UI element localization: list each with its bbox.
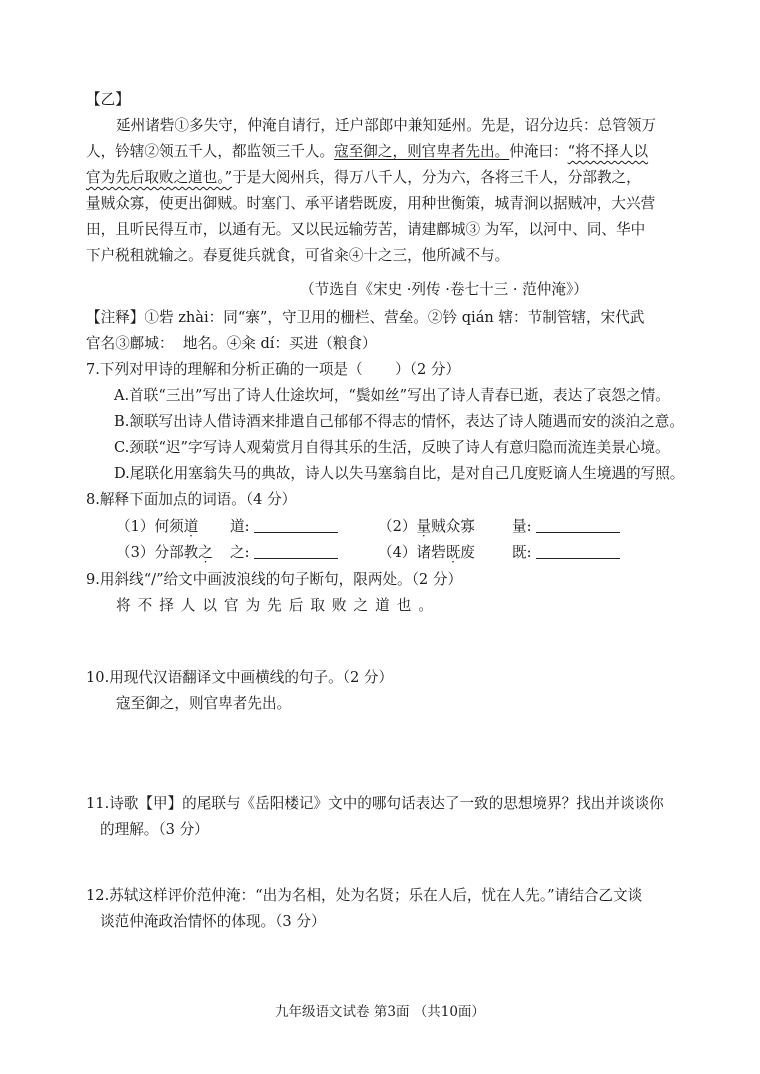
q8-key-3: 之: — [230, 543, 338, 563]
q7-option-a: A.首联“三出”写出了诗人仕途坎坷，“鬓如丝”写出了诗人青春已逝，表达了哀怨之情。 — [114, 387, 670, 404]
q8-stem: 8.解释下面加点的词语。（4 分） — [86, 491, 297, 508]
q10-stem: 10.用现代汉语翻译文中画横线的句子。（2 分） — [86, 669, 394, 686]
q8-key-4: 既: — [512, 543, 620, 563]
notes-line: 【注释】①砦 zhài：同“寨”，守卫用的栅栏、营垒。②钤 qián 辖：节制管辖，宋代武 — [86, 309, 645, 326]
notes-line: 官名③鄜城： 地名。④籴 dí：买进（粮食） — [86, 335, 377, 352]
passage-line: 人，钤辖②领五千人，都监领三千人。寇至御之，则官卑者先出。仲淹曰：“将不择人以 — [86, 143, 649, 160]
q8-item-2: （2）量贼众寡 — [378, 518, 475, 535]
dotted-char: 量 — [416, 518, 432, 535]
q8-item-1: （1）何须道 — [116, 518, 199, 535]
answer-blank[interactable] — [254, 518, 338, 533]
passage-source: （节选自《宋史 ·列传 ·卷七十三 · 范仲淹》） — [300, 281, 588, 298]
passage-line: 官为先后取败之道也。”于是大阅州兵，得万八千人，分为六，各将三千人，分部教之， — [86, 169, 641, 186]
q8-item-3: （3）分部教之 — [116, 544, 213, 561]
q10-sentence: 寇至御之，则官卑者先出。 — [116, 695, 292, 712]
answer-blank[interactable] — [536, 518, 620, 533]
q9-stem: 9.用斜线“/”给文中画波浪线的句子断句，限两处。（2 分） — [86, 571, 463, 588]
q7-option-d: D.尾联化用塞翁失马的典故，诗人以失马塞翁自比，是对自己几度贬谪人生境遇的写照。 — [114, 465, 685, 482]
wavy-sentence-part2: 官为先后取败之道也。” — [86, 169, 233, 186]
dotted-char: 道 — [183, 518, 199, 535]
passage-line: 量贼众寡，使更出御贼。时塞门、承平诸砦既废，用种世衡策，城青涧以据贼冲，大兴营 — [86, 195, 656, 212]
answer-blank[interactable] — [536, 544, 620, 559]
q12-line: 12.苏轼这样评价范仲淹：“出为名相，处为名贤；乐在人后，忧在人先。”请结合乙文谈 — [86, 887, 643, 904]
passage-line: 延州诸砦①多失守，仲淹自请行，迁户部郎中兼知延州。先是，诏分边兵：总管领万 — [116, 117, 656, 134]
q9-sentence: 将不择人以官为先后取败之道也。 — [116, 597, 440, 614]
passage-line: 田，且听民得互市，以通有无。又以民远输劳苦，请建鄜城③ 为军，以河中、同、华中 — [86, 221, 646, 238]
underlined-sentence: 寇至御之，则官卑者先出。 — [334, 143, 510, 160]
q7-option-b: B.颔联写出诗人借诗酒来排遣自己郁郁不得志的情怀，表达了诗人随遇而安的淡泊之意。 — [114, 413, 684, 430]
answer-blank[interactable] — [254, 544, 338, 559]
q7-stem: 7.下列对甲诗的理解和分析正确的一项是（ ）（2 分） — [86, 361, 461, 378]
dotted-char: 之 — [198, 544, 213, 561]
q7-option-c: C.颈联“迟”字写诗人观菊赏月自得其乐的生活，反映了诗人有意归隐而流连美景心境。 — [114, 439, 670, 456]
passage-label: 【乙】 — [86, 91, 130, 108]
q12-line: 谈范仲淹政治情怀的体现。（3 分） — [100, 913, 326, 930]
q8-key-2: 量: — [512, 517, 620, 537]
q8-key-1: 道: — [230, 517, 338, 537]
q8-item-4: （4）诸砦既废 — [378, 544, 475, 561]
q11-line: 的理解。（3 分） — [100, 821, 209, 838]
page-footer: 九年级语文试卷 第3面 （共10面） — [275, 1004, 485, 1020]
wavy-sentence-part1: “将不择人以 — [567, 143, 649, 160]
q11-line: 11.诗歌【甲】的尾联与《岳阳楼记》文中的哪句话表达了一致的思想境界？找出并谈谈你 — [86, 795, 664, 812]
passage-line: 下户税租就输之。春夏徙兵就食，可省籴④十之三，他所减不与。 — [86, 247, 510, 264]
dotted-char: 既 — [445, 544, 461, 561]
